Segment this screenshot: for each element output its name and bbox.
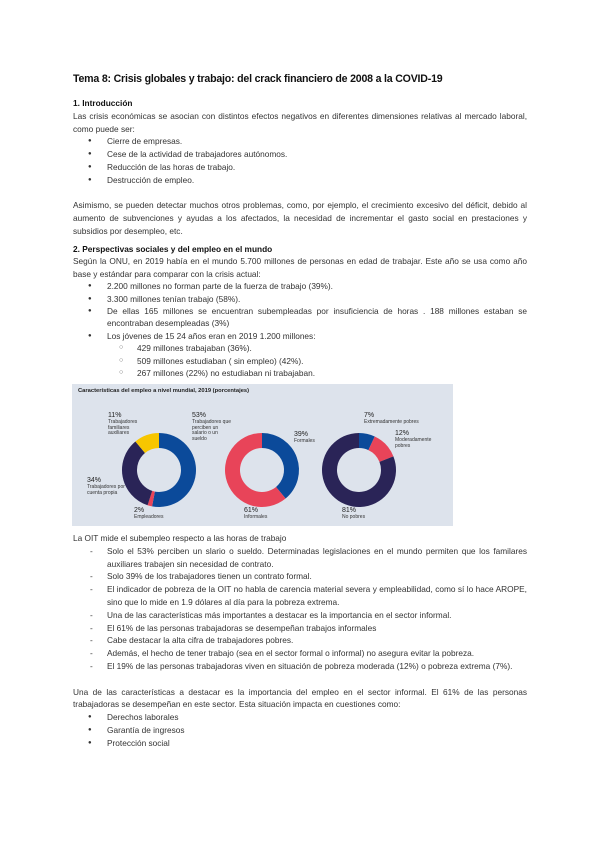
label-moderadamente-pobres: 12% Moderadamente pobres (395, 430, 432, 449)
paragraph: La OIT mide el subempleo respecto a las horas de trabajo (73, 533, 287, 543)
section-introduction (73, 97, 527, 238)
label-cuenta-propia: 34% Trabajadores por cuenta propia (87, 477, 125, 496)
list-item: ● 3.300 millones tenían trabajo (58%). (73, 293, 527, 305)
list-item: ● Reducción de las horas de trabajo. (73, 161, 527, 174)
donut-charts (72, 384, 453, 526)
list-item: - El 19% de las personas trabajadoras viven en situación de pobreza moderada (12%) o pobreza extrema (7%). (73, 660, 527, 673)
paragraph: Una de las características a destacar es la importancia del empleo en el sector informal. El 61% de las personas trabajadoras se desempeñan en este sector. Esta situación impacta en cuestiones como: (73, 686, 527, 710)
label-informales: 61% Informales (244, 507, 268, 520)
sub-list-item: ○ 509 millones estudiaban ( sin empleo) (42%). (73, 355, 527, 367)
bullet-list (73, 280, 527, 379)
list-item: ● Los jóvenes de 15 24 años eran en 2019 1.200 millones: (73, 330, 527, 342)
section-heading: 2. Perspectivas sociales y del empleo en el mundo (73, 244, 273, 254)
label-asalariados: 53% Trabajadores que perciben un salario o un sueldo (192, 412, 232, 442)
list-item: ● Garantía de ingresos (73, 724, 527, 737)
paragraph: Asimismo, se pueden detectar muchos otros problemas, como, por ejemplo, el crecimiento excesivo del déficit, debido al aumento de subvenciones y ayudas a los afectados, la necesidad de incrementar el gasto social en prestaciones y subsidios por desempleo, etc. (73, 200, 527, 236)
list-item: ● Protección social (73, 737, 527, 750)
list-item: ● Derechos laborales (73, 711, 527, 724)
list-item: - El 61% de las personas trabajadoras se desempeñan trabajos informales (73, 622, 527, 635)
list-item: - Solo el 53% perciben un slario o sueldo. Determinadas legislaciones en el mundo permiten que los familares auxiliares trabajen sin necesidad de contrato. (73, 545, 527, 571)
label-empleadores: 2% Empleadores (134, 507, 164, 520)
label-familiares: 11% Trabajadores familiares auxiliares (108, 412, 138, 437)
page-title: Tema 8: Crisis globales y trabajo: del crack financiero de 2008 a la COVID-19 (73, 73, 443, 85)
list-item: ● De ellas 165 millones se encuentran subempleadas por insuficiencia de horas . 188 millones estaban se encontraban desempleadas (3%) (73, 305, 527, 330)
list-item: ● Cierre de empresas. (73, 135, 527, 148)
label-extremadamente-pobres: 7% Extremadamente pobres (364, 412, 419, 425)
paragraph: Según la ONU, en 2019 había en el mundo 5.700 millones de personas en edad de trabajar. Este año se usa como año base y estándar para comparar con la crisis actual: (73, 256, 527, 279)
section-heading: 1. Introducción (73, 98, 133, 108)
list-item: ● Destrucción de empleo. (73, 174, 527, 187)
employment-chart-figure (72, 384, 453, 526)
paragraph: Las crisis económicas se asocian con distintos efectos negativos en diferentes dimensiones relativas al mercado laboral, como puede ser: (73, 110, 527, 134)
list-item: - Cabe destacar la alta cifra de trabajadores pobres. (73, 634, 527, 647)
bullet-list (73, 135, 527, 186)
label-no-pobres: 81% No pobres (342, 507, 366, 520)
chart-title: Características del empleo a nivel mundial, 2019 (porcentajes) (78, 388, 250, 394)
dash-list (73, 545, 527, 673)
list-item: ● 2.200 millones no forman parte de la fuerza de trabajo (39%). (73, 280, 527, 292)
list-item: - Solo 39% de los trabajadores tienen un contrato formal. (73, 570, 527, 583)
section-perspectives (73, 243, 527, 379)
bullet-list (73, 711, 527, 749)
list-item: - El indicador de pobreza de la OIT no habla de carencia material severa y empleabilidad, como sí lo hace AROPE, sino que lo mide en 1.9 dólares al día para la pobreza extrema. (73, 583, 527, 609)
section-oit (73, 532, 527, 750)
list-item: ● Cese de la actividad de trabajadores autónomos. (73, 148, 527, 161)
list-item: - Una de las características más importantes a destacar es la importancia en el sector informal. (73, 609, 527, 622)
sub-list-item: ○ 429 millones trabajaban (36%). (73, 342, 527, 354)
list-item: - Además, el hecho de tener trabajo (sea en el sector formal o informal) no asegura evitar la pobreza. (73, 647, 527, 660)
label-formales: 39% Formales (294, 431, 315, 444)
sub-list-item: ○ 267 millones (22%) no estudiaban ni trabajaban. (73, 367, 527, 379)
